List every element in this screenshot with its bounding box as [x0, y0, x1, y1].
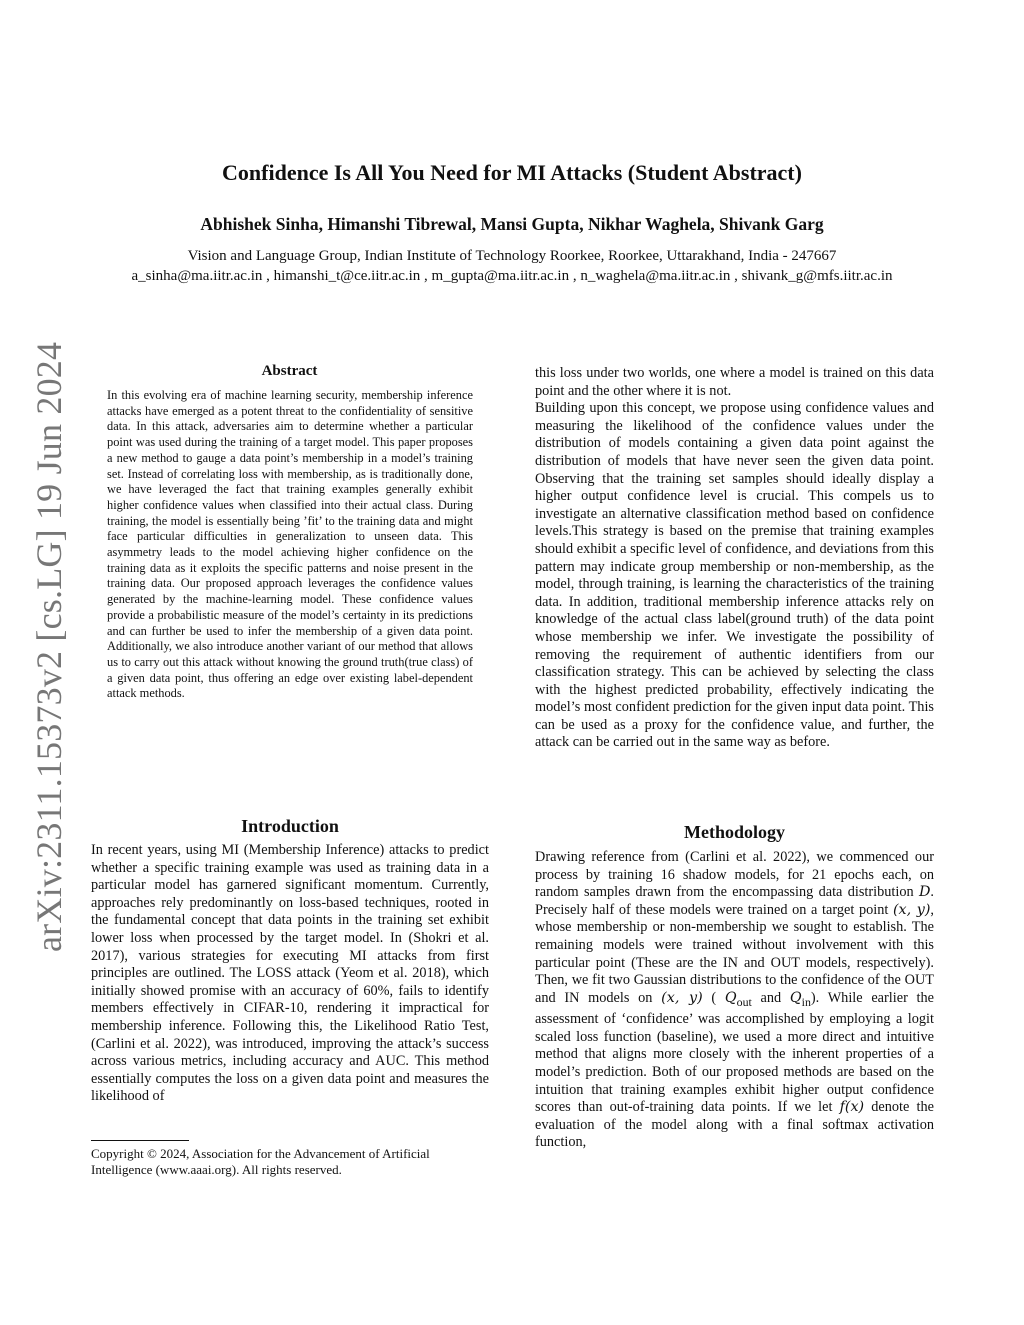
- right-column-text: [535, 365, 934, 752]
- affiliation: Vision and Language Group, Indian Institute of Technology Roorkee, Roorkee, Uttarakhand, India - 247667: [187, 248, 837, 264]
- methodology-text: [535, 849, 934, 1152]
- introduction-text: In recent years, using MI (Membership Inference) attacks to predict whether a specific training example was used as training data in a particular model has garnered significant momentum. Currently, approaches rely predominantly on loss-based techniques, rooted in the fundamental concept that data points in the training set exhibit lower loss when processed by the target model. In (Shokri et al. 2017), various strategies for executing MI attacks from first principles are outlined. The LOSS attack (Yeom et al. 2018), which initially showed promise with an accuracy of 60%, fails to identify members effectively in CIFAR-10, rendering it impractical for membership inference. Following this, the Likelihood Ratio Test, (Carlini et al. 2022), was introduced, improving the attack’s success across various metrics, including accuracy and AUC. This method essentially computes the loss on a given data point and measures the likelihood of: [91, 842, 489, 1105]
- symbol-D: D: [918, 884, 931, 901]
- symbol-q-out: Q: [724, 989, 737, 1006]
- subscript-in: in: [801, 994, 811, 1009]
- methodology-part: , whose membership or non-membership we sought to establish. The remaining models were trained without involvement with this particular point (These are the IN and OUT models, respectively). Then, we fit two Gaussian distributions to the confidence of the OUT and IN models on: [535, 901, 934, 1006]
- subscript-out: out: [736, 994, 752, 1009]
- abstract-heading: Abstract: [261, 363, 318, 379]
- abstract-text: In this evolving era of machine learning security, membership inference attacks have emerged as a potent threat to the confidentiality of sensitive data. In this attack, adversaries aim to determine whether a particular point was used during the training of a target model. This paper proposes a new method to gauge a data point’s membership in a model’s training set. Instead of correlating loss with membership, as is traditionally done, we have leveraged the fact that training examples generally exhibit higher confidence values when classified into their actual class. During training, the model is essentially being ’fit’ to the training data and might face particular difficulties in generalization to unseen data. This asymmetry leads to the model achieving higher confidence on the training data as it exploits the specific patterns and noise present in the training data. Our proposed approach leverages the confidence values generated by the machine-learning model. These confidence values provide a probabilistic measure of the model’s certainty in its predictions and can further be used to infer the membership of a given data point. Additionally, we also introduce another variant of our method that allows us to carry out this attack without knowing the ground truth(true class) of a given data point, thus offering an edge over existing label-dependent attack methods.: [107, 388, 473, 701]
- methodology-part: Drawing reference from (Carlini et al. 2022), we commenced our process by training 16 shadow models, for 21 epochs each, on random samples drawn from the encompassing data distribution: [535, 849, 934, 901]
- symbol-fx: f(x): [839, 1099, 865, 1116]
- paper-title: Confidence Is All You Need for MI Attacks (Student Abstract): [222, 160, 802, 185]
- methodology-part: . Precisely half of these models were trained on a target point: [535, 884, 934, 918]
- introduction-heading: Introduction: [241, 816, 339, 836]
- methodology-part: denote the evaluation of the model along with a final softmax activation function,: [535, 1099, 934, 1151]
- continued-paragraph: this loss under two worlds, one where a model is trained on this data point and the other where it is not.: [535, 365, 934, 399]
- methodology-heading: Methodology: [684, 822, 785, 842]
- symbol-xy: (x, y): [661, 989, 703, 1006]
- confidence-paragraph: Building upon this concept, we propose using confidence values and measuring the likelihood of the confidence values under the distribution of models containing a given data point against the distribution of models that have never seen the given data point. Observing that the training set samples should ideally display a higher output confidence level is crucial. This compels us to investigate an alternative classification method based on confidence levels.This strategy is based on the premise that training examples should exhibit a specific level of confidence, and deviations from this pattern may indicate group membership or non-membership, as the model, through training, is learning the characteristics of the training data. In addition, traditional membership inference attacks rely on knowledge of the actual class label(ground truth) of the data point whose membership we infer. We investigate the possibility of removing the requirement of authentic identifiers from our classification strategy. This can be achieved by selecting the class with the highest predicted probability, effectively indicating the model’s most confident prediction for the given input data point. This can be used as a proxy for the confidence value, and further, the attack can be carried out in the same way as before.: [535, 400, 934, 751]
- copyright-notice: Copyright © 2024, Association for the Advancement of Artificial Intelligence (www.aaai.org). All rights reserved.: [91, 1146, 430, 1177]
- symbol-q-in: Q: [789, 989, 802, 1006]
- symbol-xy: (x, y): [892, 901, 931, 918]
- author-list: Abhishek Sinha, Himanshi Tibrewal, Mansi Gupta, Nikhar Waghela, Shivank Garg: [200, 214, 824, 234]
- affiliation-block: [0, 246, 1024, 286]
- methodology-part: and: [751, 989, 790, 1006]
- arxiv-identifier: arXiv:2311.15373v2 [cs.LG] 19 Jun 2024: [29, 341, 69, 952]
- footnote-rule: [91, 1140, 189, 1141]
- methodology-part: (: [702, 989, 725, 1006]
- author-emails: a_sinha@ma.iitr.ac.in , himanshi_t@ce.iitr.ac.in , m_gupta@ma.iitr.ac.in , n_waghela@ma.iitr.ac.in , shivank_g@mfs.iitr.ac.in: [131, 268, 893, 284]
- methodology-part: ). While earlier the assessment of ‘confidence’ was accomplished by employing a logit scaled loss function (baseline), we used a more direct and intuitive method that aligns more closely with the inherent properties of a model’s prediction. Both of our proposed methods are based on the intuition that training examples exhibit higher output confidence scores than out-of-training data points. If we let: [535, 989, 935, 1116]
